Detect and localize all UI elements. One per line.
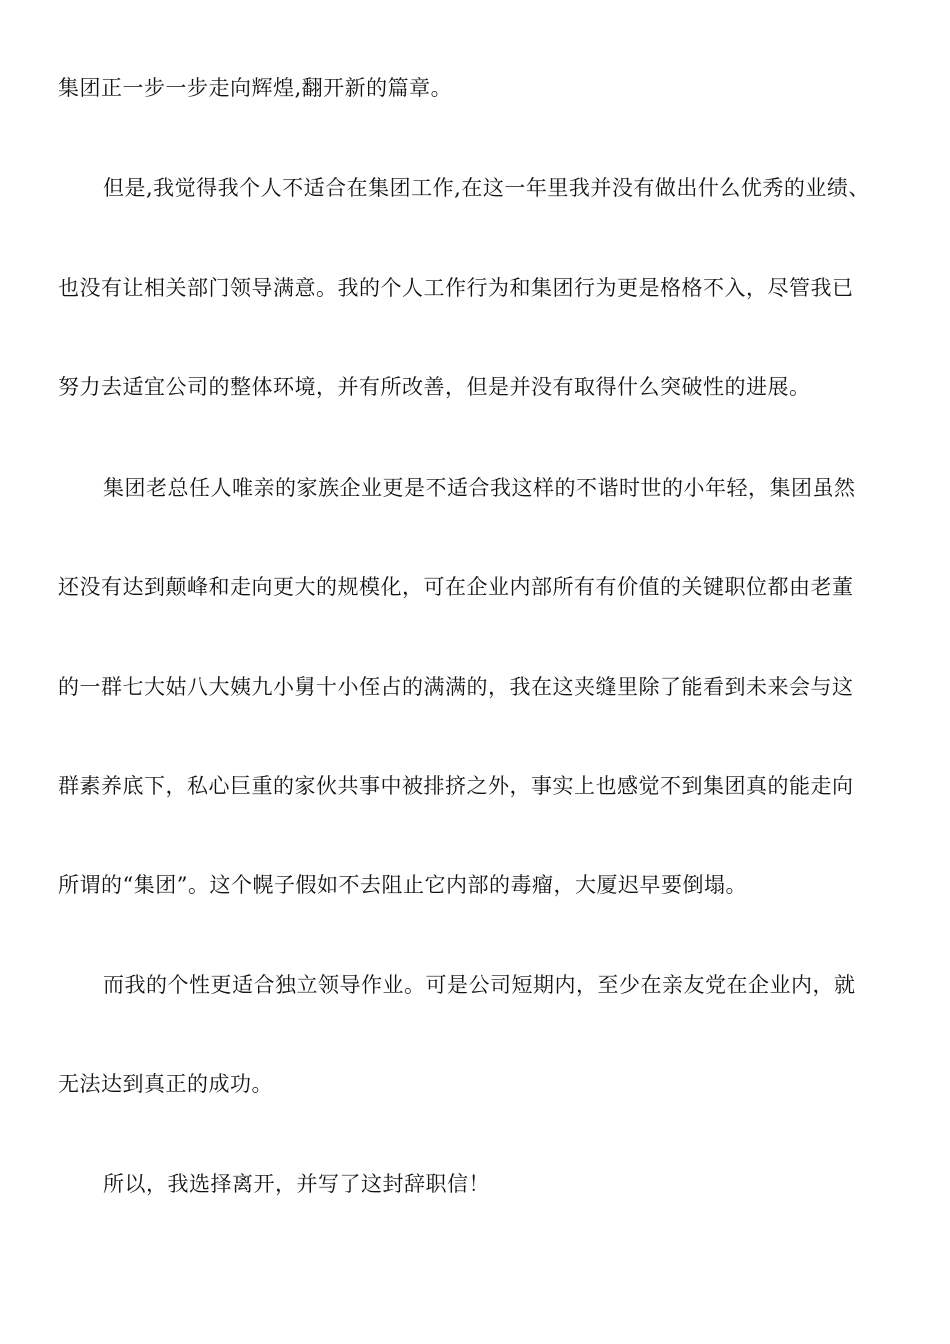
paragraph-line: 的一群七大姑八大姨九小舅十小侄占的满满的，我在这夹缝里除了能看到未来会与这 xyxy=(58,675,854,699)
paragraph-line: 群素养底下，私心巨重的家伙共事中被排挤之外，事实上也感觉不到集团真的能走向 xyxy=(58,774,854,798)
paragraph-line: 还没有达到颠峰和走向更大的规模化，可在企业内部所有有价值的关键职位都由老董 xyxy=(58,575,854,599)
paragraph-line: 而我的个性更适合独立领导作业。可是公司短期内，至少在亲友党在企业内，就 xyxy=(103,973,856,997)
paragraph-line: 集团正一步一步走向辉煌,翻开新的篇章。 xyxy=(58,76,453,100)
paragraph-line: 也没有让相关部门领导满意。我的个人工作行为和集团行为更是格格不入，尽管我已 xyxy=(58,276,854,300)
paragraph-line: 所谓的“集团”。这个幌子假如不去阻止它内部的毒瘤，大厦迟早要倒塌。 xyxy=(58,873,747,897)
paragraph-line: 努力去适宜公司的整体环境，并有所改善，但是并没有取得什么突破性的进展。 xyxy=(58,375,811,399)
paragraph-line: 无法达到真正的成功。 xyxy=(58,1072,273,1096)
paragraph-line: 集团老总任人唯亲的家族企业更是不适合我这样的不谐时世的小年轻，集团虽然 xyxy=(103,476,856,500)
paragraph-line: 所以，我选择离开，并写了这封辞职信！ xyxy=(103,1172,490,1196)
paragraph-line: 但是,我觉得我个人不适合在集团工作,在这一年里我并没有做出什么优秀的业绩、 xyxy=(103,176,870,200)
